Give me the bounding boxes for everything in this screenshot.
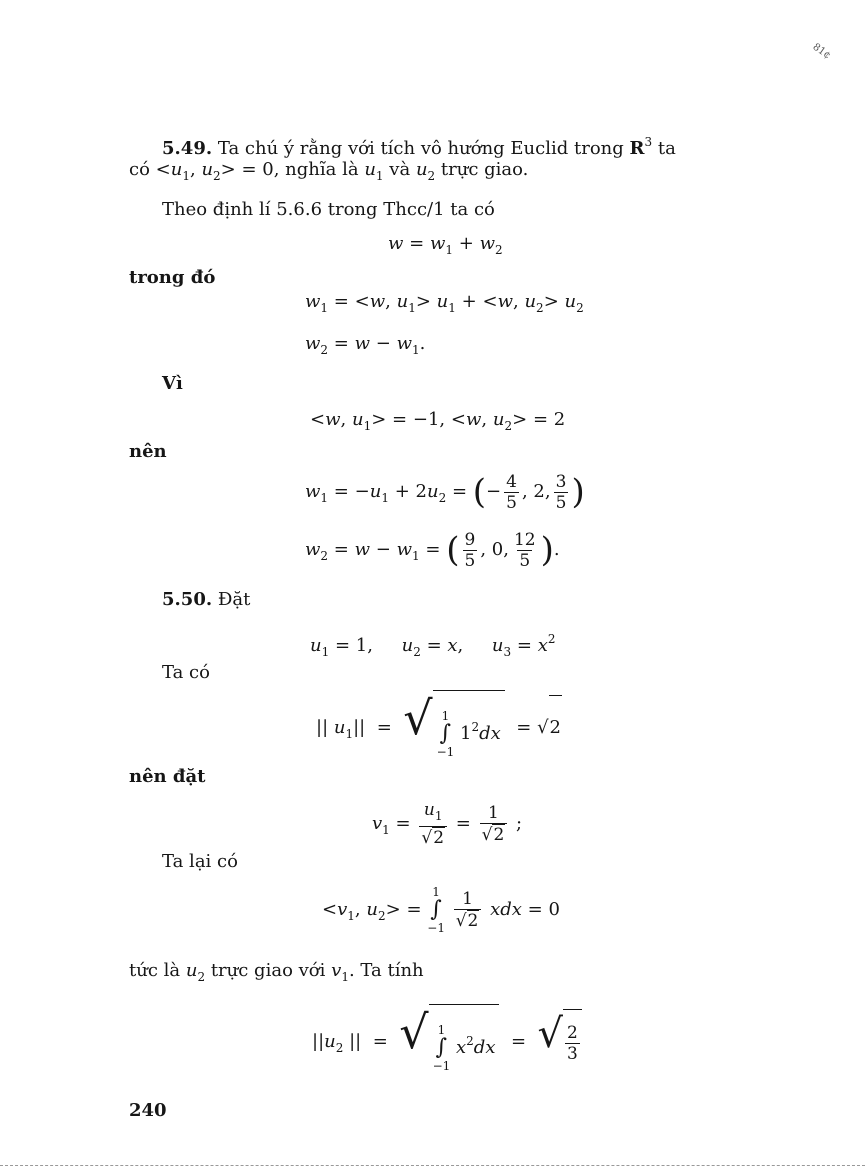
sqrt-integral-1: √ 1 ∫ −1 $1^2dx$	[403, 690, 505, 766]
fraction-1-sqrt2: $\frac{1}{√2}$	[480, 803, 508, 845]
equation-w1-result: $w_1 = -u_1 + 2u_2$ = (− $\frac{4}{5}$ , 2, $\frac{3}{5}$ )	[305, 471, 585, 513]
equation-basis-definition: $u_1 = 1$, $u_2 = x$, $u_3 = x^2$	[310, 632, 556, 659]
equation-w-decomposition: $w = w_1 + w_2$	[388, 233, 503, 257]
fraction-u1-sqrt2: $\frac{u_1}{√2}$	[419, 800, 447, 848]
sqrt-two-thirds: √ $\frac{2}{3}$	[537, 1009, 581, 1076]
equation-v1-normalized: $v_1$ = $\frac{u_1}{√2}$ = $\frac{1}{√2}$ ;	[372, 800, 523, 848]
fraction-3-5: $\frac{3}{5}$	[555, 471, 567, 513]
problem-number-5-50: 5.50.	[162, 589, 213, 610]
label-ta-lai-co: Ta lại có	[162, 851, 238, 872]
equation-w2-definition: $w_2 = w - w_1$.	[305, 333, 426, 357]
page-bottom-rule	[0, 1165, 865, 1166]
label-nen: nên	[129, 441, 167, 462]
equation-w2-result: $w_2 = w - w_1$ = ( $\frac{9}{5}$ , 0, $\frac{12}{5}$ ).	[305, 529, 560, 571]
label-vi: Vì	[162, 373, 183, 394]
corner-mark: 81¢	[810, 41, 833, 62]
equation-norm-u1: || $u_1||$ = √ 1 ∫ −1 $1^2dx$ = √2	[316, 690, 562, 766]
orthogonality-statement: tức là $u_2$ trực giao với $v_1$. Ta tính	[129, 960, 424, 984]
fraction-12-5: $\frac{12}{5}$	[513, 529, 536, 571]
equation-v1-u2-inner: $<v_1$, $u_2>$ = 1 ∫ −1 $\frac{1}{√2}$ xdx = 0	[322, 885, 560, 935]
intro-text: Ta chú ý rằng với tích vô hướng Euclid trong	[217, 138, 624, 159]
equation-w1-projection: $w_1 = <w$, $u_1> u_1 + <w$, $u_2> u_2$	[305, 291, 584, 315]
equation-inner-products: <w, $u_1> = -1$, <w, $u_2> = 2$	[310, 409, 566, 433]
fraction-1-sqrt2-integrand: $\frac{1}{√2}$	[454, 889, 482, 931]
problem-number-5-49: 5.49.	[162, 138, 213, 159]
label-trong-do: trong đó	[129, 267, 216, 288]
fraction-9-5: $\frac{9}{5}$	[464, 529, 476, 571]
equation-norm-u2: $||u_2$ || = √ 1 ∫ −1 $x^2dx$ = √ $\frac{2}{3}$	[312, 1004, 582, 1080]
label-nen-dat: nên đặt	[129, 766, 206, 787]
problem-5-50-heading: 5.50. Đặt	[162, 589, 251, 610]
problem-5-49-line-1: 5.49. Ta chú ý rằng với tích vô hướng Euclid trong $R^3$ ta	[162, 135, 676, 159]
fraction-4-5: $\frac{4}{5}$	[506, 471, 517, 513]
sqrt-integral-2: √ 1 ∫ −1 $x^2dx$	[399, 1004, 499, 1080]
theorem-reference: Theo định lí 5.6.6 trong Thcc/1 ta có	[162, 199, 495, 220]
label-ta-co: Ta có	[162, 662, 210, 683]
page-number: 240	[129, 1100, 167, 1121]
problem-5-49-line-2: có $<u_1$, $u_2> = 0$, nghĩa là $u_1$ và $u_2$ trực giao.	[129, 159, 529, 183]
r3-symbol: R	[629, 138, 645, 159]
